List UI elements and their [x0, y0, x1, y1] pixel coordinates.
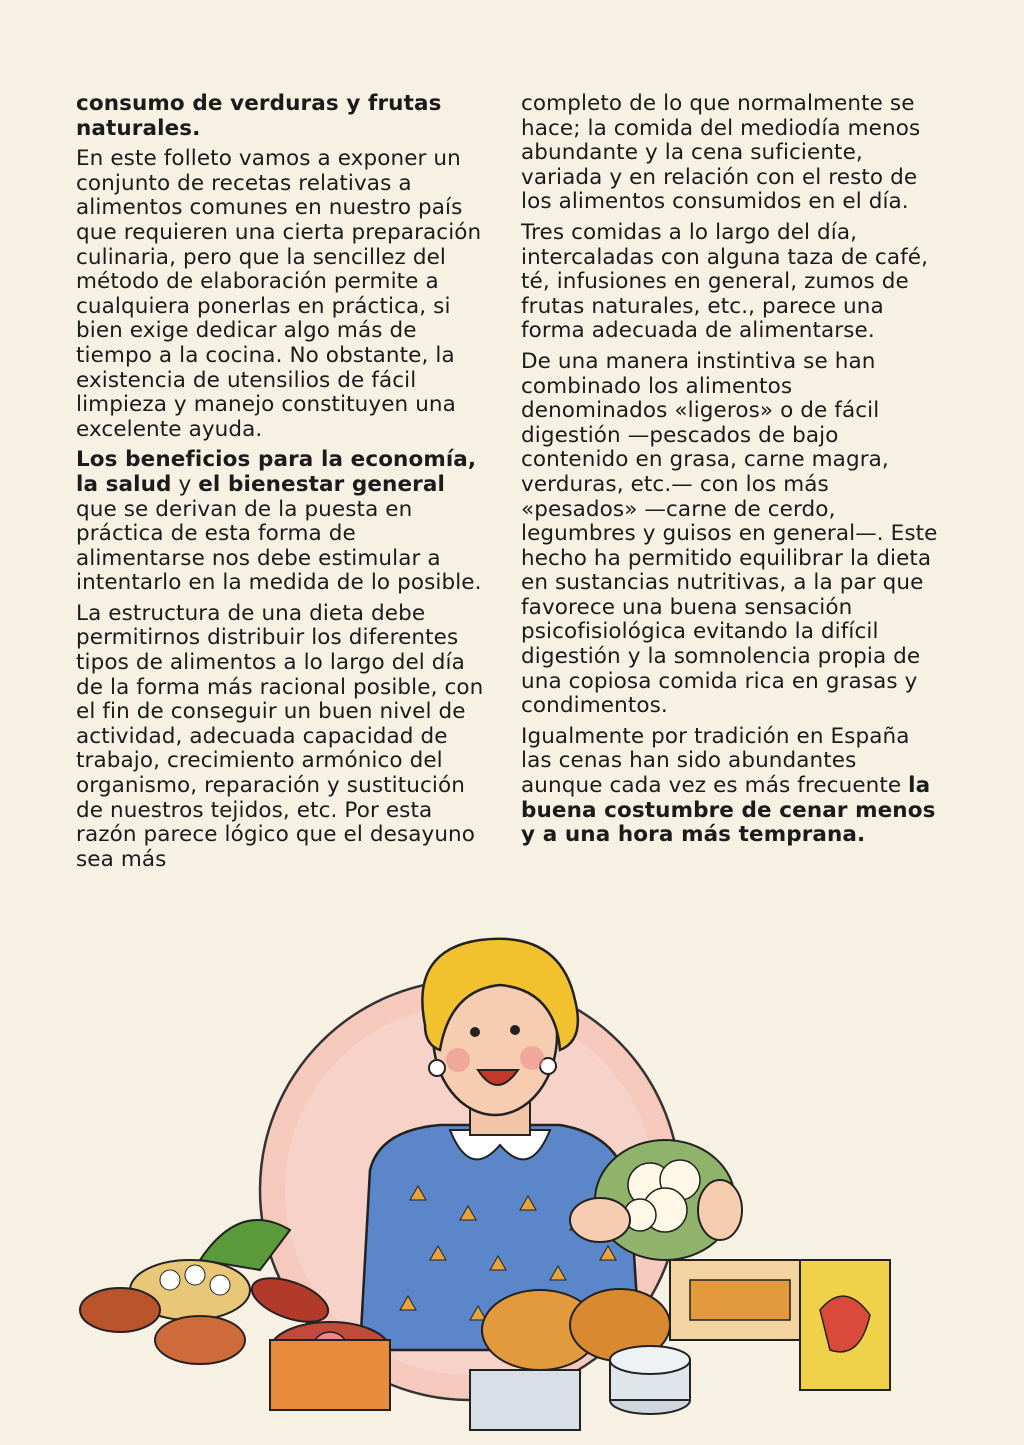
cheese	[270, 1340, 390, 1410]
food-box	[470, 1370, 580, 1430]
left-column	[76, 92, 491, 878]
illustration-woman-with-food	[0, 930, 1024, 1445]
right-paragraph-4: Igualmente por tradición en España las cenas han sido abundantes aunque cada vez es más frecuente la buena costumbre de cenar menos y a una hora más temprana.	[521, 723, 936, 848]
left-paragraph-3: Los beneficios para la economía, la salud y el bienestar general que se derivan de la puesta en práctica de esta forma de alimentarse nos debe estimular a intentarlo en la medida de lo posible.	[76, 447, 482, 596]
right-paragraph-2: Tres comidas a lo largo del día, intercaladas con alguna taza de café, té, infusiones en general, zumos de frutas naturales, etc., parece una forma adecuada de alimentarse.	[521, 219, 929, 344]
right-paragraph-3: De una manera instintiva se han combinado los alimentos denominados «ligeros» o de fácil digestión —pescados de bajo contenido en grasa, carne magra, verduras, etc.— con los más «pesados» —carne de cerdo, legumbres y guisos en general—. Este hecho ha permitido equilibrar la dieta en sustancias nutritivas, a la par que favorece una buena sensación psicofisiológica evitando la difícil digestión y la somnolencia propia de una copiosa comida rica en grasas y condimentos.	[521, 348, 938, 719]
left-paragraph-4: La estructura de una dieta debe permitirnos distribuir los diferentes tipos de alimentos a lo largo del día de la forma más racional posible, con el fin de conseguir un buen nivel de actividad, adecuada capacidad de trabajo, crecimiento armónico del organismo, reparación y sustitución de nuestros tejidos, etc. Por esta razón parece lógico que el desayuno sea más	[76, 600, 484, 872]
tray	[670, 1260, 810, 1340]
right-paragraph-1: completo de lo que normalmente se hace; la comida del mediodía menos abundante y la cena suficiente, variada y en relación con el resto de los alimentos consumidos en el día.	[521, 91, 921, 215]
right-column	[521, 92, 941, 854]
left-paragraph-1: consumo de verduras y frutas naturales.	[76, 91, 442, 141]
packet	[800, 1260, 890, 1390]
can	[610, 1346, 690, 1414]
left-paragraph-2: En este folleto vamos a exponer un conjunto de recetas relativas a alimentos comunes en nuestro país que requieren una cierta preparación culinaria, pero que la sencillez del método de elaboración permite a cualquiera ponerlas en práctica, si bien exige dedicar algo más de tiempo a la cocina. No obstante, la existencia de utensilios de fácil limpieza y manejo constituyen una excelente ayuda.	[76, 146, 482, 442]
